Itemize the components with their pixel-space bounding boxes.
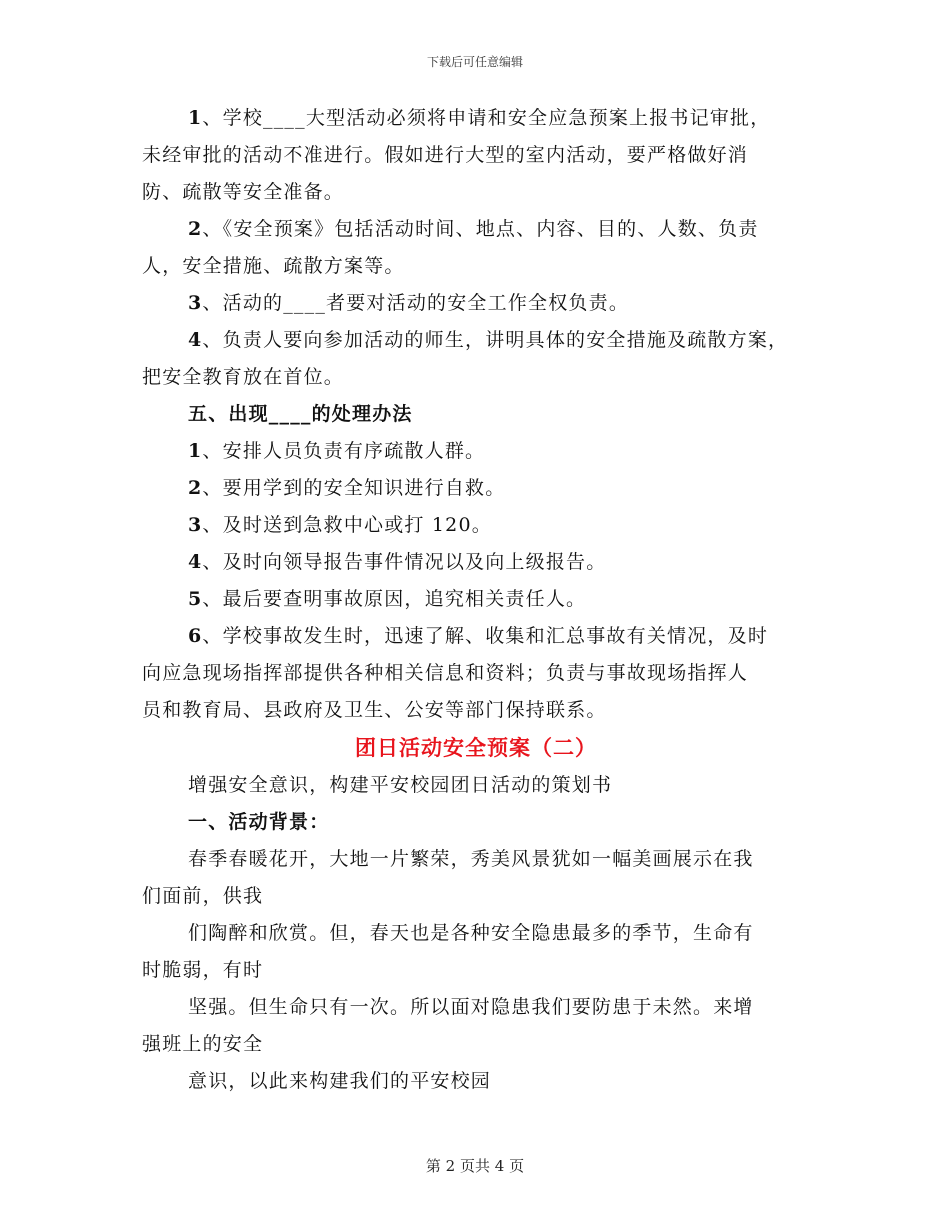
list-item: 2、《安全预案》包括活动时间、地点、内容、目的、人数、负责 [188,218,759,240]
paragraph-line: 们面前，供我 [142,885,264,907]
paragraph-line: 们陶醉和欣赏。但，春天也是各种安全隐患最多的季节，生命有 [188,922,754,944]
paragraph-line: 意识，以此来构建我们的平安校园 [188,1070,492,1092]
list-item: 4、负责人要向参加活动的师生，讲明具体的安全措施及疏散方案， [188,329,789,351]
list-item: 3、及时送到急救中心或打 120。 [188,514,492,536]
list-item-continuation: 防、疏散等安全准备。 [142,181,345,203]
section-heading: 五、出现____的处理办法 [188,403,413,425]
list-item: 1、安排人员负责有序疏散人群。 [188,440,486,462]
header-note: 下载后可任意编辑 [426,55,523,69]
paragraph-line: 春季春暖花开，大地一片繁荣，秀美风景犹如一幅美画展示在我 [188,848,754,870]
section-title: 团日活动安全预案（二） [355,735,597,760]
list-item: 4、及时向领导报告事件情况以及向上级报告。 [188,551,607,573]
list-item-continuation: 未经审批的活动不准进行。假如进行大型的室内活动，要严格做好消 [142,144,749,166]
list-item-continuation: 员和教育局、县政府及卫生、公安等部门保持联系。 [142,699,607,721]
paragraph-line: 坚强。但生命只有一次。所以面对隐患我们要防患于未然。来增 [188,996,754,1018]
list-item: 6、学校事故发生时，迅速了解、收集和汇总事故有关情况，及时 [188,625,769,647]
intro-line: 增强安全意识，构建平安校园团日活动的策划书 [188,774,613,796]
list-item-continuation: 人，安全措施、疏散方案等。 [142,255,405,277]
page-number: 第 2 页共 4 页 [425,1157,525,1175]
paragraph-line: 强班上的安全 [142,1033,264,1055]
subsection-heading: 一、活动背景： [188,811,330,833]
list-item-continuation: 把安全教育放在首位。 [142,366,345,388]
list-item: 2、要用学到的安全知识进行自救。 [188,477,506,499]
list-item: 1、学校____大型活动必须将申请和安全应急预案上报书记审批， [188,107,771,129]
paragraph-line: 时脆弱，有时 [142,959,264,981]
document-body [142,100,810,1100]
list-item: 3、活动的____者要对活动的安全工作全权负责。 [188,292,630,314]
list-item: 5、最后要查明事故原因，追究相关责任人。 [188,588,587,610]
list-item-continuation: 向应急现场指挥部提供各种相关信息和资料；负责与事故现场指挥人 [142,662,749,684]
